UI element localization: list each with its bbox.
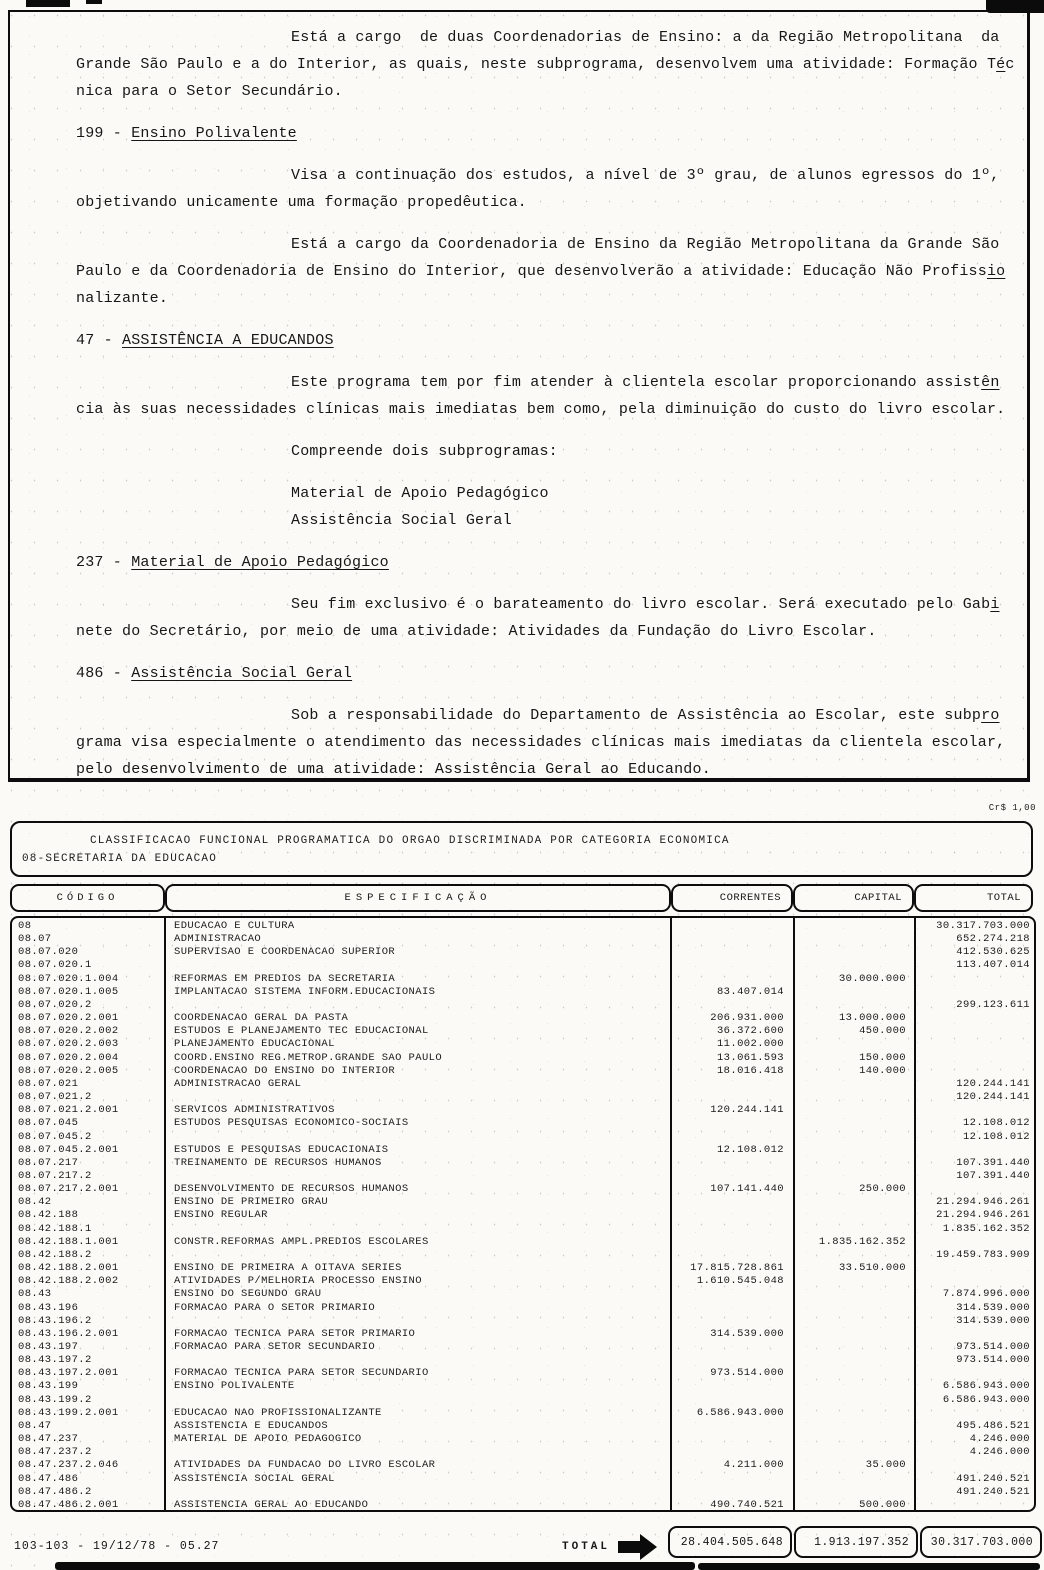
table-row [12,1052,1034,1065]
table-row [12,1341,1034,1354]
cell-total: 7.874.996.000 [942,1288,1030,1301]
doc-line: Este programa tem por fim atender à clientela escolar proporcionando assistên [291,374,1000,391]
cell-codigo: 08.43.199 [18,1380,79,1393]
table-row [12,1486,1034,1499]
table-row [12,1262,1034,1275]
cell-capital: 450.000 [859,1025,906,1038]
cell-total: 107.391.440 [956,1156,1030,1169]
doc-paragraph [76,438,1027,465]
table-title: CLASSIFICACAO FUNCIONAL PROGRAMATICA DO ORGAO DISCRIMINADA POR CATEGORIA ECONOMICA [90,835,730,847]
cell-correntes: 12.108.012 [716,1143,784,1156]
doc-paragraph [76,369,1027,423]
cell-codigo: 08.07.020.2.001 [18,1012,119,1025]
right-arrow-icon [618,1534,660,1560]
cell-total: 491.240.521 [956,1472,1030,1485]
cell-codigo: 08.07.020.2.005 [18,1064,119,1077]
cell-total: 21.294.946.261 [936,1209,1030,1222]
cell-capital: 150.000 [859,1051,906,1064]
doc-line: Seu fim exclusivo é o barateamento do livro escolar. Será executado pelo Gabi [291,596,1000,613]
table-row [12,1157,1034,1170]
cell-correntes: 490.740.521 [710,1498,784,1511]
doc-line: Material de Apoio Pedagógico [291,485,549,502]
table-row [12,1117,1034,1130]
cell-codigo: 08.42 [18,1196,52,1209]
column-header-especificacao: ESPECIFICAÇÃO [165,884,671,912]
cell-correntes: 17.815.728.861 [690,1262,784,1275]
currency-note: Cr$ 1,00 [988,803,1036,813]
column-header-codigo: CÓDIGO [10,884,165,912]
table-row [12,1275,1034,1288]
cell-codigo: 08.43 [18,1288,52,1301]
cell-codigo: 08.47 [18,1419,52,1432]
doc-line: 199 - Ensino Polivalente [76,125,297,142]
doc-paragraph [76,162,1027,216]
cell-total: 4.246.000 [969,1446,1030,1459]
cell-total: 652.274.218 [956,933,1030,946]
cell-correntes: 107.141.440 [710,1183,784,1196]
scan-artifact [86,0,102,4]
doc-line: cia às suas necessidades clínicas mais imediatas bem como, pela diminuição do custo do livro escolar. [76,401,1006,418]
cell-total: 1.835.162.352 [942,1222,1030,1235]
table-row [12,1380,1034,1393]
cell-capital: 1.835.162.352 [818,1235,906,1248]
cell-correntes: 36.372.600 [716,1025,784,1038]
table-row [12,1038,1034,1051]
cell-especificacao: CONSTR.REFORMAS AMPL.PREDIOS ESCOLARES [174,1235,429,1248]
cell-codigo: 08.43.196.2.001 [18,1327,119,1340]
cell-especificacao: COORDENACAO GERAL DA PASTA [174,1012,349,1025]
cell-total: 12.108.012 [962,1130,1030,1143]
cell-correntes: 1.610.545.048 [696,1275,784,1288]
cell-especificacao: TREINAMENTO DE RECURSOS HUMANOS [174,1156,382,1169]
cell-correntes: 11.002.000 [716,1038,784,1051]
table-row [12,1104,1034,1117]
cell-codigo: 08.42.188 [18,1209,79,1222]
cell-especificacao: COORD.ENSINO REG.METROP.GRANDE SAO PAULO [174,1051,443,1064]
table-row [12,1131,1034,1144]
cell-especificacao: ENSINO DO SEGUNDO GRAU [174,1288,322,1301]
table-row [12,1328,1034,1341]
doc-paragraph [76,24,1027,105]
cell-total: 973.514.000 [956,1354,1030,1367]
cell-codigo: 08.07.020.2.002 [18,1025,119,1038]
table-row [12,1012,1034,1025]
table-row [12,1091,1034,1104]
table-row [12,1354,1034,1367]
cell-codigo: 08.07.020.2 [18,998,92,1011]
doc-paragraph [76,591,1027,645]
cell-especificacao: ENSINO DE PRIMEIRO GRAU [174,1196,329,1209]
cell-capital: 13.000.000 [838,1012,906,1025]
doc-line: nalizante. [76,290,169,307]
cell-especificacao: ESTUDOS PESQUISAS ECONOMICO-SOCIAIS [174,1117,409,1130]
cell-codigo: 08.47.237.2 [18,1446,92,1459]
cell-total: 491.240.521 [956,1485,1030,1498]
cell-especificacao: FORMACAO PARA O SETOR PRIMARIO [174,1301,376,1314]
table-row [12,1302,1034,1315]
cell-codigo: 08.42.188.2.001 [18,1262,119,1275]
cell-correntes: 83.407.014 [716,985,784,998]
cell-especificacao: PLANEJAMENTO EDUCACIONAL [174,1038,335,1051]
table-title-box [10,821,1033,877]
cell-correntes: 6.586.943.000 [696,1406,784,1419]
doc-line: Está a cargo da Coordenadoria de Ensino da Região Metropolitana da Grande São [291,236,1000,253]
cell-codigo: 08.07.020 [18,946,79,959]
cell-especificacao: ESTUDOS E PESQUISAS EDUCACIONAIS [174,1143,389,1156]
cell-total: 120.244.141 [956,1091,1030,1104]
cell-especificacao: ADMINISTRACAO GERAL [174,1077,302,1090]
cell-codigo: 08 [18,920,32,932]
cell-correntes: 4.211.000 [723,1459,784,1472]
cell-capital: 140.000 [859,1064,906,1077]
cell-total: 973.514.000 [956,1341,1030,1353]
cell-codigo: 08.47.486 [18,1472,79,1485]
table-row [12,1433,1034,1446]
cell-correntes: 18.016.418 [716,1064,784,1077]
scan-artifact [55,1562,695,1570]
cell-especificacao: FORMACAO TECNICA PARA SETOR SECUNDARIO [174,1367,429,1380]
column-header-correntes: CORRENTES [671,884,793,912]
cell-codigo: 08.43.199.2.001 [18,1406,119,1419]
cell-codigo: 08.07.021.2 [18,1091,92,1104]
cell-total: 12.108.012 [962,1117,1030,1130]
doc-line: 237 - Material de Apoio Pedagógico [76,554,389,571]
cell-especificacao: ENSINO REGULAR [174,1209,268,1222]
table-row [12,959,1034,972]
cell-especificacao: ASSISTENCIA SOCIAL GERAL [174,1472,335,1485]
cell-total: 6.586.943.000 [942,1393,1030,1406]
table-row [12,1394,1034,1407]
doc-paragraph [76,480,1027,534]
cell-especificacao: SUPERVISAO E COORDENACAO SUPERIOR [174,946,396,959]
doc-heading [76,660,1027,687]
table-row [12,999,1034,1012]
table-row [12,1446,1034,1459]
cell-codigo: 08.07.021 [18,1077,79,1090]
cell-codigo: 08.43.197.2.001 [18,1367,119,1380]
table-row [12,1144,1034,1157]
cell-correntes: 973.514.000 [710,1367,784,1380]
doc-line: nica para o Setor Secundário. [76,83,343,100]
table-row [12,1473,1034,1486]
table-row [12,1183,1034,1196]
table-row [12,1288,1034,1301]
cell-especificacao: IMPLANTACAO SISTEMA INFORM.EDUCACIONAIS [174,985,436,998]
doc-line: grama visa especialmente o atendimento das necessidades clínicas mais imediatas da clientela escolar, [76,734,1006,751]
grand-total-total: 30.317.703.000 [920,1526,1042,1558]
cell-especificacao: ATIVIDADES DA FUNDACAO DO LIVRO ESCOLAR [174,1459,436,1472]
cell-capital: 35.000 [865,1459,906,1472]
doc-paragraph [76,231,1027,312]
document-text-box [8,10,1030,782]
cell-especificacao: ESTUDOS E PLANEJAMENTO TEC EDUCACIONAL [174,1025,429,1038]
cell-codigo: 08.07.020.1.005 [18,985,119,998]
table-row [12,920,1034,933]
cell-codigo: 08.07.217.2.001 [18,1183,119,1196]
cell-especificacao: MATERIAL DE APOIO PEDAGOGICO [174,1433,362,1446]
cell-correntes: 206.931.000 [710,1012,784,1025]
table-row [12,946,1034,959]
scan-artifact [698,1563,1040,1570]
cell-especificacao: ENSINO POLIVALENTE [174,1380,295,1393]
cell-total: 21.294.946.261 [936,1196,1030,1209]
document-text [10,12,1027,782]
cell-codigo: 08.42.188.2.002 [18,1275,119,1288]
doc-heading [76,120,1027,147]
table-rows [12,920,1034,1512]
doc-heading [76,549,1027,576]
table-row [12,1209,1034,1222]
cell-especificacao: ATIVIDADES P/MELHORIA PROCESSO ENSINO [174,1275,422,1288]
cell-codigo: 08.43.197.2 [18,1354,92,1367]
doc-line: Assistência Social Geral [291,512,512,529]
doc-line: Grande São Paulo e a do Interior, as quais, neste subprograma, desenvolvem uma atividade: Formação Téc [76,56,1015,73]
cell-codigo: 08.07.021.2.001 [18,1104,119,1117]
cell-codigo: 08.42.188.1 [18,1222,92,1235]
cell-total: 4.246.000 [969,1433,1030,1446]
cell-total: 19.459.783.909 [936,1248,1030,1261]
column-header-capital: CAPITAL [793,884,914,912]
doc-line: Sob a responsabilidade do Departamento de Assistência ao Escolar, este subpro [291,707,1000,724]
cell-especificacao: ASSISTENCIA E EDUCANDOS [174,1419,329,1432]
cell-especificacao: ENSINO DE PRIMEIRA A OITAVA SERIES [174,1262,402,1275]
table-row [12,973,1034,986]
cell-codigo: 08.47.486.2.001 [18,1498,119,1511]
cell-especificacao: DESENVOLVIMENTO DE RECURSOS HUMANOS [174,1183,409,1196]
doc-line: 486 - Assistência Social Geral [76,665,353,682]
cell-correntes: 120.244.141 [710,1104,784,1117]
doc-line: Compreende dois subprogramas: [291,443,558,460]
table-row [12,1223,1034,1236]
table-row [12,1078,1034,1091]
cell-total: 30.317.703.000 [936,920,1030,932]
footer-reference: 103-103 - 19/12/78 - 05.27 [14,1540,220,1553]
cell-total: 412.530.625 [956,946,1030,959]
table-row [12,1196,1034,1209]
cell-codigo: 08.07.020.1.004 [18,972,119,985]
doc-line: Está a cargo de duas Coordenadorias de Ensino: a da Região Metropolitana da [291,29,1000,46]
table-row [12,1407,1034,1420]
table-row [12,1420,1034,1433]
grand-total-capital: 1.913.197.352 [794,1526,918,1558]
cell-especificacao: EDUCACAO NAO PROFISSIONALIZANTE [174,1406,382,1419]
cell-especificacao: SERVICOS ADMINISTRATIVOS [174,1104,335,1117]
table-subtitle-org: 08-SECRETARIA DA EDUCACAO [22,853,218,865]
scan-artifact [26,0,70,7]
cell-especificacao: FORMACAO TECNICA PARA SETOR PRIMARIO [174,1327,416,1340]
cell-codigo: 08.07.020.2.003 [18,1038,119,1051]
cell-total: 314.539.000 [956,1301,1030,1314]
cell-codigo: 08.07.217.2 [18,1169,92,1182]
cell-capital: 33.510.000 [838,1262,906,1275]
doc-line: objetivando unicamente uma formação propedêutica. [76,194,527,211]
cell-especificacao: EDUCACAO E CULTURA [174,920,295,932]
cell-codigo: 08.43.199.2 [18,1393,92,1406]
doc-line: nete do Secretário, por meio de uma atividade: Atividades da Fundação do Livro Escolar. [76,623,877,640]
cell-codigo: 08.07.045.2.001 [18,1143,119,1156]
cell-codigo: 08.43.196.2 [18,1314,92,1327]
cell-codigo: 08.47.237 [18,1433,79,1446]
cell-codigo: 08.07.020.2.004 [18,1051,119,1064]
table-row [12,1170,1034,1183]
grand-total-label: TOTAL [562,1541,611,1553]
cell-codigo: 08.47.237.2.046 [18,1459,119,1472]
cell-correntes: 13.061.593 [716,1051,784,1064]
doc-line: Paulo e da Coordenadoria de Ensino do Interior, que desenvolverão a atividade: Educação Não Profissio [76,263,1006,280]
cell-codigo: 08.07.217 [18,1156,79,1169]
doc-line: Visa a continuação dos estudos, a nível de 3º grau, de alunos egressos do 1º, [291,167,1000,184]
cell-total: 314.539.000 [956,1314,1030,1327]
table-row [12,1367,1034,1380]
cell-codigo: 08.07.045 [18,1117,79,1130]
table-row [12,1065,1034,1078]
cell-capital: 250.000 [859,1183,906,1196]
table-row [12,933,1034,946]
cell-codigo: 08.07.020.1 [18,959,92,972]
cell-total: 495.486.521 [956,1419,1030,1432]
doc-line: 47 - ASSISTÊNCIA A EDUCANDOS [76,332,334,349]
cell-capital: 500.000 [859,1498,906,1511]
table-row [12,986,1034,999]
table-row [12,1249,1034,1262]
cell-codigo: 08.07 [18,933,52,946]
table-row [12,1499,1034,1512]
cell-especificacao: REFORMAS EM PREDIOS DA SECRETARIA [174,972,396,985]
table-row [12,1315,1034,1328]
column-header-total: TOTAL [914,884,1033,912]
cell-codigo: 08.43.196 [18,1301,79,1314]
cell-codigo: 08.43.197 [18,1341,79,1353]
doc-paragraph [76,702,1027,782]
doc-line: pelo desenvolvimento de uma atividade: Assistência Geral ao Educando. [76,761,711,778]
cell-codigo: 08.47.486.2 [18,1485,92,1498]
table-row [12,1236,1034,1249]
cell-codigo: 08.42.188.2 [18,1248,92,1261]
cell-total: 113.407.014 [956,959,1030,972]
table-row [12,1025,1034,1038]
cell-total: 120.244.141 [956,1077,1030,1090]
grand-total-correntes: 28.404.505.648 [668,1526,792,1558]
cell-codigo: 08.07.045.2 [18,1130,92,1143]
cell-especificacao: COORDENACAO DO ENSINO DO INTERIOR [174,1064,396,1077]
cell-capital: 30.000.000 [838,972,906,985]
cell-especificacao: ASSISTENCIA GERAL AO EDUCANDO [174,1498,369,1511]
cell-total: 299.123.611 [956,998,1030,1011]
cell-especificacao: ADMINISTRACAO [174,933,262,946]
table-row [12,1459,1034,1472]
cell-correntes: 314.539.000 [710,1327,784,1340]
cell-especificacao: FORMACAO PARA SETOR SECUNDARIO [174,1341,376,1353]
doc-heading [76,327,1027,354]
cell-total: 6.586.943.000 [942,1380,1030,1393]
cell-total: 107.391.440 [956,1169,1030,1182]
cell-codigo: 08.42.188.1.001 [18,1235,119,1248]
